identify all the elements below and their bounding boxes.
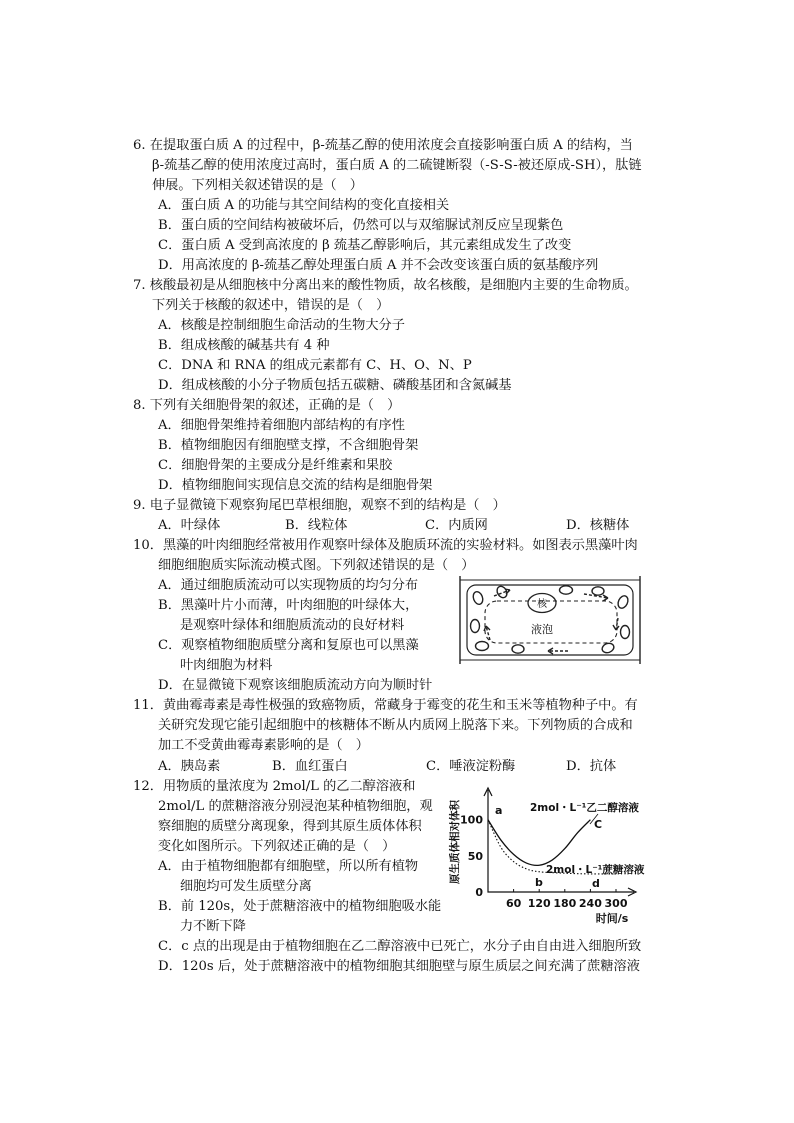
q8-option-b: B．植物细胞因有细胞壁支撑，不含细胞骨架 <box>158 438 419 453</box>
q12-option-a: A．由于植物细胞都有细胞壁，所以所有植物 <box>158 859 419 874</box>
q12-stem-line-2: 2mol/L 的蔗糖溶液分别浸泡某种植物细胞，观 <box>158 799 433 814</box>
q8-option-d: D．植物细胞间实现信息交流的结构是细胞骨架 <box>158 478 433 493</box>
nucleus-label: 核 <box>537 599 547 610</box>
q11-options-row <box>158 757 616 777</box>
legend-sucrose: 2mol・L⁻¹蔗糖溶液 <box>546 864 645 876</box>
q9-options-row <box>158 516 629 536</box>
x-tick-label: 300 <box>604 897 628 910</box>
q12-stem-line-3: 察细胞的质壁分离现象，得到其原生质体体积 <box>158 819 422 834</box>
point-label-d: d <box>592 877 600 890</box>
vacuole-label: 液泡 <box>531 623 553 636</box>
point-label-a: a <box>495 804 503 817</box>
q6-stem-line-2: β-巯基乙醇的使用浓度过高时，蛋白质 A 的二硫键断裂（-S-S-被还原成-SH），肽链 <box>152 158 642 173</box>
q10-option-c-cont: 叶肉细胞为材料 <box>180 658 273 673</box>
q9-option-a: A．叶绿体 <box>158 518 221 533</box>
q7-option-c: C．DNA 和 RNA 的组成元素都有 C、H、O、N、P <box>158 358 472 373</box>
q10-option-d: D．在显微镜下观察该细胞质流动方向为顺时针 <box>158 678 433 693</box>
q12-option-b-cont: 力不断下降 <box>180 919 246 934</box>
q6-option-b: B．蛋白质的空间结构被破坏后，仍然可以与双缩脲试剂反应呈现紫色 <box>158 218 564 233</box>
q7-option-d: D．组成核酸的小分子物质包括五碳糖、磷酸基团和含氮碱基 <box>158 378 512 393</box>
q8-option-c: C．细胞骨架的主要成分是纤维素和果胶 <box>158 458 393 473</box>
series-line-ethylene-glycol <box>488 820 590 866</box>
q11-option-a: A．胰岛素 <box>158 759 221 774</box>
q6-option-d: D．用高浓度的 β-巯基乙醇处理蛋白质 A 并不会改变该蛋白质的氨基酸序列 <box>158 258 599 273</box>
q10-option-a: A．通过细胞质流动可以实现物质的均匀分布 <box>158 578 419 593</box>
q7-stem-line-1: 7. 核酸最初是从细胞核中分离出来的酸性物质，故名核酸，是细胞内主要的生命物质。 <box>133 278 638 293</box>
q11-option-c: C．唾液淀粉酶 <box>426 759 516 774</box>
x-axis-label: 时间/s <box>595 912 629 925</box>
q10-cell-figure <box>458 574 642 666</box>
q7-option-a: A．核酸是控制细胞生命活动的生物大分子 <box>158 318 405 333</box>
q6-stem-line-3: 伸展。下列相关叙述错误的是（ ） <box>152 178 363 193</box>
point-label-b: b <box>535 876 543 889</box>
q12-option-d: D．120s 后，处于蔗糖溶液中的植物细胞其细胞壁与原生质层之间充满了蔗糖溶液 <box>158 959 640 974</box>
x-tick-label: 180 <box>553 897 577 910</box>
q10-stem-line-2: 细胞细胞质实际流动模式图。下列叙述错误的是（ ） <box>158 558 475 573</box>
q11-stem-line-3: 加工不受黄曲霉毒素影响的是（ ） <box>158 738 369 753</box>
q11-stem-line-1: 11．黄曲霉毒素是毒性极强的致癌物质，常藏身于霉变的花生和玉米等植物种子中。有 <box>133 698 638 713</box>
q12-option-a-cont: 细胞均可发生质壁分离 <box>180 879 312 894</box>
q12-volume-chart <box>448 784 660 926</box>
q10-stem-line-1: 10．黑藻的叶肉细胞经常被用作观察叶绿体及胞质环流的实验材料。如图表示黑藻叶肉 <box>133 538 638 553</box>
q10-option-c: C．观察植物细胞质壁分离和复原也可以黑藻 <box>158 638 419 653</box>
q9-option-b: B．线粒体 <box>285 518 348 533</box>
point-label-c: C <box>594 818 603 831</box>
y-tick-label: 0 <box>475 886 483 899</box>
q11-stem-line-2: 关研究发现它能引起细胞中的核糖体不断从内质网上脱落下来。下列物质的合成和 <box>158 718 633 733</box>
q12-stem-line-1: 12．用物质的量浓度为 2mol/L 的乙二醇溶液和 <box>133 779 416 794</box>
q11-option-d: D．抗体 <box>566 759 617 774</box>
q11-option-b: B．血红蛋白 <box>272 759 348 774</box>
q8-stem-line-1: 8. 下列有关细胞骨架的叙述，正确的是（ ） <box>133 398 401 413</box>
y-tick-label: 100 <box>460 813 483 827</box>
x-tick-label: 60 <box>505 897 522 910</box>
q8-option-a: A．细胞骨架维持着细胞内部结构的有序性 <box>158 418 405 433</box>
vacuole-outline <box>485 601 617 643</box>
q6-stem-line-1: 6. 在提取蛋白质 A 的过程中，β-巯基乙醇的使用浓度会直接影响蛋白质 A 的结构，当 <box>133 138 633 153</box>
q7-option-b: B．组成核酸的碱基共有 4 种 <box>158 338 330 353</box>
y-tick-label: 50 <box>467 849 483 863</box>
q12-option-c: C．c 点的出现是由于植物细胞在乙二醇溶液中已死亡，水分子由自由进入细胞所致 <box>158 939 642 954</box>
q7-stem-line-2: 下列关于核酸的叙述中，错误的是（ ） <box>152 298 390 313</box>
q6-option-c: C．蛋白质 A 受到高浓度的 β 巯基乙醇影响后，其元素组成发生了改变 <box>158 238 572 253</box>
q10-option-b-cont: 是观察叶绿体和细胞质流动的良好材料 <box>180 618 405 633</box>
q6-option-a: A．蛋白质 A 的功能与其空间结构的变化直接相关 <box>158 198 450 213</box>
q9-option-d: D．核糖体 <box>566 518 630 533</box>
x-tick-label: 240 <box>578 897 602 910</box>
q12-option-b: B．前 120s，处于蔗糖溶液中的植物细胞吸水能 <box>158 899 442 914</box>
y-axis-label: 原生质体相对体积 <box>449 800 461 884</box>
q9-stem-line-1: 9. 电子显微镜下观察狗尾巴草根细胞，观察不到的结构是（ ） <box>133 498 506 513</box>
q9-option-c: C．内质网 <box>425 518 488 533</box>
legend-ethylene-glycol: 2mol・L⁻¹乙二醇溶液 <box>530 802 639 814</box>
q12-stem-line-4: 变化如图所示。下列叙述正确的是（ ） <box>158 839 396 854</box>
q10-option-b: B．黑藻叶片小而薄，叶肉细胞的叶绿体大， <box>158 598 419 613</box>
x-tick-label: 120 <box>527 897 551 910</box>
